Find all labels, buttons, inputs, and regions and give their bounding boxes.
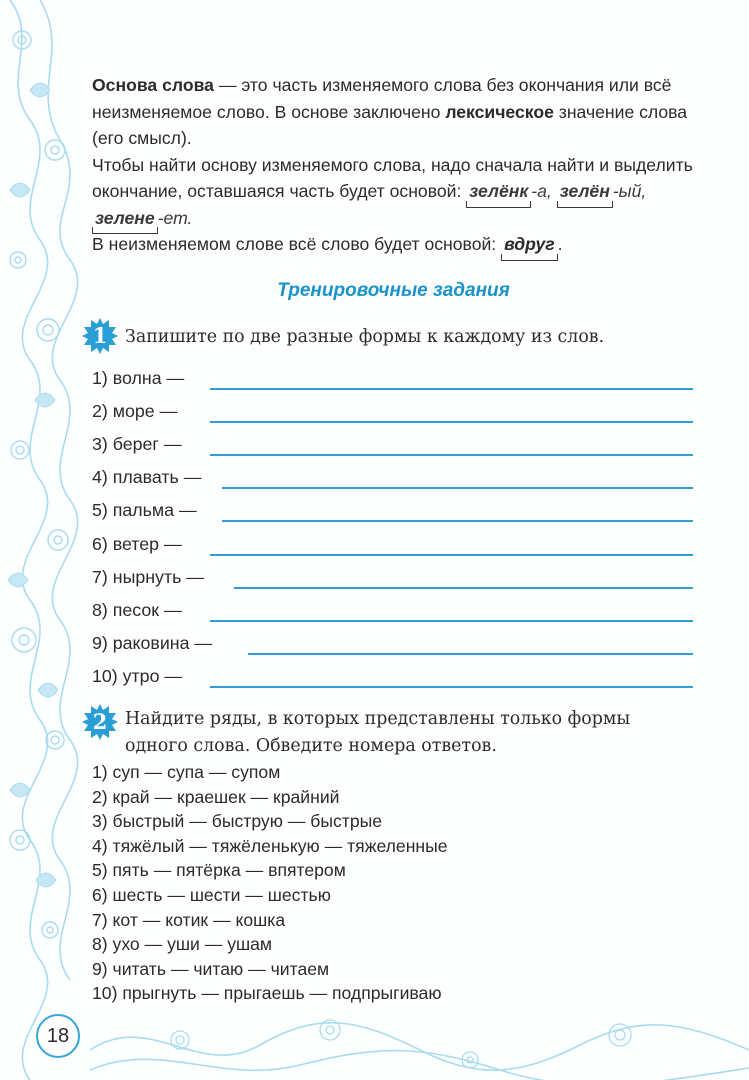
answer-line[interactable] bbox=[210, 454, 693, 456]
task-number: 1 bbox=[92, 323, 108, 348]
theory-text: В неизменяемом слове всё слово будет основой: bbox=[92, 234, 502, 254]
stem-mark: зелён bbox=[557, 178, 613, 205]
option-item[interactable]: 2) край — краешек — крайний bbox=[92, 786, 340, 807]
stem-mark: вдруг bbox=[501, 231, 558, 258]
answer-label: 7) нырнуть — bbox=[92, 567, 205, 587]
answer-line[interactable] bbox=[210, 421, 693, 423]
answer-line[interactable] bbox=[210, 620, 693, 622]
instruction-line: одного слова. Обведите номера ответов. bbox=[125, 736, 497, 756]
option-item[interactable]: 1) суп — супа — супом bbox=[92, 762, 281, 782]
task-2-instruction bbox=[125, 706, 630, 760]
task-2-options bbox=[92, 760, 448, 1006]
answer-row bbox=[92, 598, 702, 628]
task-number: 2 bbox=[92, 709, 108, 734]
answer-label: 5) пальма — bbox=[92, 500, 197, 520]
floral-ornament-left bbox=[0, 0, 84, 1080]
page-number: 18 bbox=[36, 1014, 80, 1058]
answer-label: 3) берег — bbox=[92, 434, 182, 454]
theory-block bbox=[92, 72, 722, 258]
answer-row bbox=[92, 631, 702, 661]
option-item[interactable]: 8) ухо — уши — ушам bbox=[92, 934, 272, 955]
example-1 bbox=[466, 181, 552, 201]
ending-text: -ет. bbox=[157, 207, 193, 228]
option-item[interactable]: 10) прыгнуть — прыгаешь — подпрыгиваю bbox=[92, 983, 442, 1004]
answer-line[interactable] bbox=[222, 520, 693, 522]
answer-row bbox=[92, 664, 702, 694]
answer-row bbox=[92, 399, 702, 429]
answer-row bbox=[92, 465, 702, 495]
option-item[interactable]: 6) шесть — шести — шестью bbox=[92, 884, 331, 905]
task-2-badge bbox=[82, 704, 118, 740]
answer-row bbox=[92, 498, 702, 528]
task-1-instruction: Запишите по две разные формы к каждому из слов. bbox=[125, 327, 605, 347]
theory-paragraph-3 bbox=[92, 231, 722, 258]
theory-paragraph-2 bbox=[92, 152, 722, 232]
term-lexical: лексическое bbox=[445, 101, 554, 122]
answer-label: 8) песок — bbox=[92, 600, 182, 620]
instruction-line: Найдите ряды, в которых представлены только формы bbox=[125, 709, 631, 729]
task-1-badge bbox=[82, 318, 118, 354]
answer-line[interactable] bbox=[234, 587, 693, 589]
stem-mark: зелене bbox=[92, 205, 158, 232]
answer-line[interactable] bbox=[210, 388, 693, 390]
stem-mark: зелёнк bbox=[466, 178, 531, 205]
answer-row bbox=[92, 432, 702, 462]
theory-text: — это часть изменяемого слова без окончания или всё неизменяемое слово. В основе заключено bbox=[92, 75, 672, 122]
option-item[interactable]: 5) пять — пятёрка — впятером bbox=[92, 860, 346, 881]
answer-line[interactable] bbox=[248, 653, 693, 655]
answer-label: 2) море — bbox=[92, 401, 178, 421]
option-item[interactable]: 9) читать — читаю — читаем bbox=[92, 958, 330, 979]
option-item[interactable]: 4) тяжёлый — тяжёленькую — тяжеленные bbox=[92, 835, 448, 856]
theory-text: Чтобы найти основу изменяемого слова, надо сначала найти и выделить окончание, оставшаяся часть будет основой: bbox=[92, 154, 693, 201]
answer-line[interactable] bbox=[222, 487, 693, 489]
answer-line[interactable] bbox=[210, 554, 693, 556]
ending-text: -ый, bbox=[612, 181, 647, 201]
option-item[interactable]: 7) кот — котик — кошка bbox=[92, 909, 286, 930]
answer-label: 6) ветер — bbox=[92, 534, 182, 554]
answer-row bbox=[92, 532, 702, 562]
answer-label: 4) плавать — bbox=[92, 467, 202, 487]
answer-label: 1) волна — bbox=[92, 368, 185, 388]
answer-row bbox=[92, 366, 702, 396]
answer-row bbox=[92, 565, 702, 595]
theory-paragraph-1 bbox=[92, 72, 722, 152]
example-2 bbox=[557, 181, 647, 201]
answer-label: 9) раковина — bbox=[92, 633, 213, 653]
answer-label: 10) утро — bbox=[92, 666, 183, 686]
section-title: Тренировочные задания bbox=[277, 280, 510, 301]
option-item[interactable]: 3) быстрый — быструю — быстрые bbox=[92, 811, 383, 832]
theory-text: значение слова (его смысл). bbox=[92, 101, 688, 148]
example-3 bbox=[92, 208, 192, 228]
theory-text: . bbox=[557, 234, 563, 254]
ending-text: -а, bbox=[531, 181, 552, 201]
answer-line[interactable] bbox=[210, 686, 693, 688]
term-word-stem: Основа слова bbox=[92, 75, 214, 95]
